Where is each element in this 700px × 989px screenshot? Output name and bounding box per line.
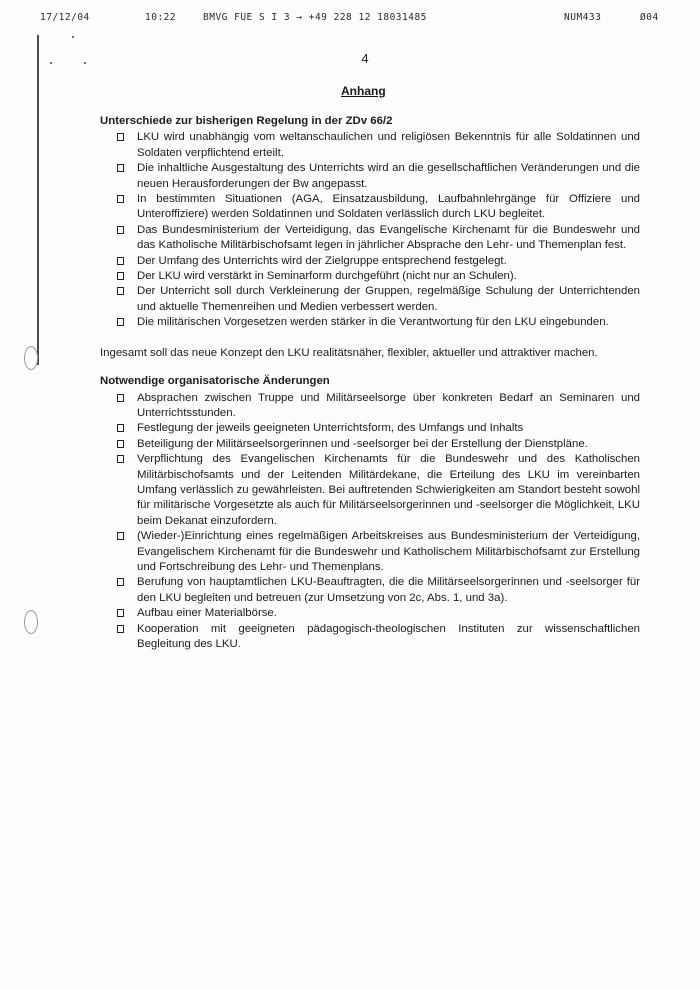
section-differences	[100, 114, 640, 331]
list-item	[100, 622, 640, 653]
punch-hole-mark	[24, 610, 38, 634]
fax-transmission-header	[40, 12, 672, 26]
list-item-text: Kooperation mit geeigneten pädagogisch-theologischen Instituten zur wissenschaftlichen Begleitung des LKU.	[137, 622, 640, 650]
list-item-text: Festlegung der jeweils geeigneten Unterrichtsform, des Umfangs und Inhalts	[137, 422, 524, 435]
checkbox-icon	[117, 532, 124, 540]
checkbox-icon	[117, 578, 124, 586]
checkbox-icon	[117, 287, 124, 295]
list-item-text: Die militärischen Vorgesetzen werden stärker in die Verantwortung für den LKU eingebunden.	[137, 316, 609, 329]
list-item	[100, 575, 640, 606]
list-item	[100, 315, 640, 330]
list-item	[100, 391, 640, 422]
checkbox-icon	[117, 424, 124, 432]
checkbox-icon	[117, 625, 124, 633]
fax-station-id: NUM433	[564, 12, 602, 23]
list-item	[100, 529, 640, 575]
list-item	[100, 269, 640, 284]
checkbox-icon	[117, 133, 124, 141]
scan-speck	[72, 36, 74, 38]
list-item	[100, 452, 640, 529]
list-item-text: LKU wird unabhängig vom weltanschaulichen und religiösen Bekenntnis für alle Soldatinnen und Soldaten verpflichtend erteilt.	[137, 131, 640, 159]
checkbox-icon	[117, 318, 124, 326]
fax-date: 17/12/04	[40, 12, 90, 23]
page-number: 4	[361, 51, 369, 66]
checkbox-icon	[117, 226, 124, 234]
fax-route: BMVG FUE S I 3 → +49 228 12 18031485	[203, 12, 427, 23]
checkbox-icon	[117, 440, 124, 448]
list-item	[100, 192, 640, 223]
list-item	[100, 254, 640, 269]
checkbox-icon	[117, 394, 124, 402]
checkbox-list	[100, 130, 640, 330]
checkbox-icon	[117, 195, 124, 203]
list-item-text: Der LKU wird verstärkt in Seminarform durchgeführt (nicht nur an Schulen).	[137, 270, 517, 283]
summary-paragraph: Ingesamt soll das neue Konzept den LKU realitätsnäher, flexibler, aktueller und attraktiver machen.	[100, 346, 598, 359]
list-item	[100, 130, 640, 161]
list-item-text: Der Umfang des Unterrichts wird der Zielgruppe entsprechend festgelegt.	[137, 254, 507, 267]
list-item-text: (Wieder-)Einrichtung eines regelmäßigen Arbeitskreises aus Bundesministerium der Verteidigung, Evangelischem Kirchenamt für die Bundeswehr und Katholischem Militärbischofsamt zur Erstellung und Fortschreibung des Lehr- und Themenplans.	[137, 530, 640, 573]
fax-time: 10:22	[145, 12, 177, 23]
list-item-text: Das Bundesministerium der Verteidigung, das Evangelische Kirchenamt für die Bundeswehr und das Katholische Militärbischofsamt legen in jährlicher Absprache den Lehr- und Themenplan fest.	[137, 223, 640, 252]
list-item-text: Berufung von hauptamtlichen LKU-Beauftragten, die die Militärseelsorgerinnen und -seelsorger für den LKU begleiten und betreuen (zur Umsetzung von 2c, Abs. 1, und 3a).	[137, 576, 640, 604]
list-item-text: Aufbau einer Materialbörse.	[137, 607, 277, 620]
list-item-text: Absprachen zwischen Truppe und Militärseelsorge über konkreten Bedarf an Seminaren und Unterrichtsstunden.	[137, 391, 640, 419]
document-title: Anhang	[341, 84, 386, 98]
checkbox-list	[100, 391, 640, 653]
list-item-text: In bestimmten Situationen (AGA, Einsatzausbildung, Laufbahnlehrgänge für Offiziere und Unteroffiziere) werden Soldatinnen und Soldaten verlässlich durch LKU begleitet.	[137, 193, 640, 221]
section-organisational-changes	[100, 374, 640, 652]
list-item	[100, 223, 640, 254]
list-item	[100, 437, 640, 452]
section-heading: Notwendige organisatorische Änderungen	[100, 375, 330, 388]
fax-page-counter: Ø04	[640, 12, 659, 23]
list-item-text: Der Unterricht soll durch Verkleinerung der Gruppen, regelmäßige Schulung der Unterrichtenden und aktuelle Themenreihen und Medien verbessert werden.	[137, 285, 640, 313]
checkbox-icon	[117, 257, 124, 265]
list-item	[100, 161, 640, 192]
punch-hole-mark	[24, 346, 38, 370]
list-item-text: Verpflichtung des Evangelischen Kirchenamts für die Bundeswehr und des Katholischen Militärbischofsamts und der Leitenden Militärdekane, die Erteilung des LKU im vereinbarten Umfang verlässlich zu gewährleisten. Bei auftretenden Schwierigkeiten am Standort besteht sowohl für militärische Vorgesetzte als auch für Militärseelsorgerinnen und -seelsorger die Möglichkeit, LKU beim Dekanat einzufordern.	[137, 453, 640, 527]
list-item	[100, 421, 640, 436]
list-item	[100, 606, 640, 621]
binding-edge-line	[37, 35, 39, 365]
document-body	[100, 114, 640, 652]
list-item	[100, 284, 640, 315]
list-item-text: Die inhaltliche Ausgestaltung des Unterrichts wird an die gesellschaftlichen Veränderungen und die neuen Herausforderungen der Bw angepasst.	[137, 162, 640, 190]
checkbox-icon	[117, 609, 124, 617]
section-heading: Unterschiede zur bisherigen Regelung in der ZDv 66/2	[100, 115, 393, 127]
checkbox-icon	[117, 272, 124, 280]
checkbox-icon	[117, 455, 124, 463]
list-item-text: Beteiligung der Militärseelsorgerinnen und -seelsorger bei der Erstellung der Dienstpläne.	[137, 437, 588, 450]
checkbox-icon	[117, 164, 124, 172]
